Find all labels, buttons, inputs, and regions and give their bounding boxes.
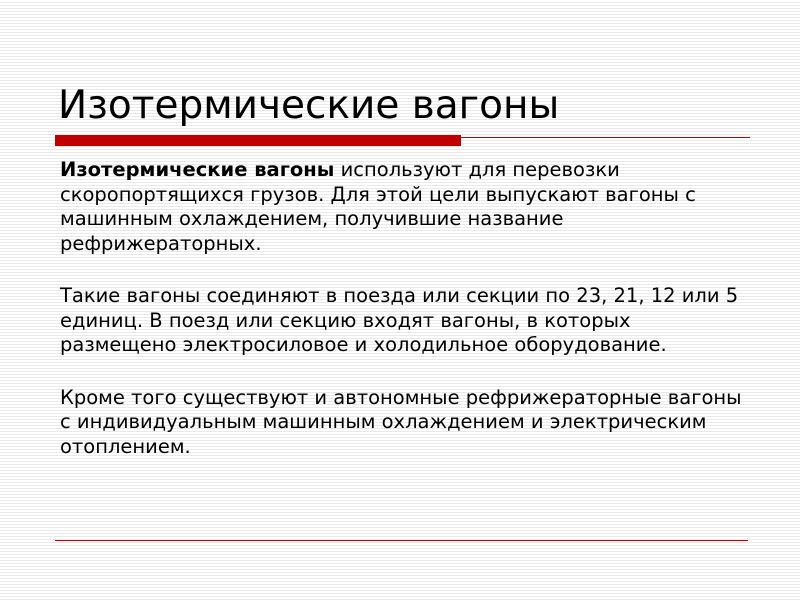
paragraph-2 bbox=[60, 284, 750, 358]
paragraph-3-text: Кроме того существуют и автономные рефрижераторные вагоны с индивидуальным машинным охлаждением и электрическим отоплением. bbox=[60, 385, 742, 458]
paragraph-1 bbox=[60, 158, 750, 256]
slide-body bbox=[60, 158, 750, 487]
title-underline-thick bbox=[55, 135, 461, 146]
paragraph-1-bold-term: Изотермические вагоны bbox=[60, 158, 335, 181]
paragraph-3 bbox=[60, 386, 750, 460]
title-underline-thin bbox=[461, 137, 750, 138]
slide-title: Изотермические вагоны bbox=[58, 83, 560, 128]
paragraph-1-text: используют для перевозки скоропортящихся грузов. Для этой цели выпускают вагоны с машинным охлаждением, получившие название рефрижераторных. bbox=[60, 158, 696, 255]
footer-divider bbox=[55, 540, 748, 541]
paragraph-2-text: Такие вагоны соединяют в поезда или секции по 23, 21, 12 или 5 единиц. В поезд или секцию входят вагоны, в которых размещено электросиловое и холодильное оборудование. bbox=[60, 284, 739, 356]
